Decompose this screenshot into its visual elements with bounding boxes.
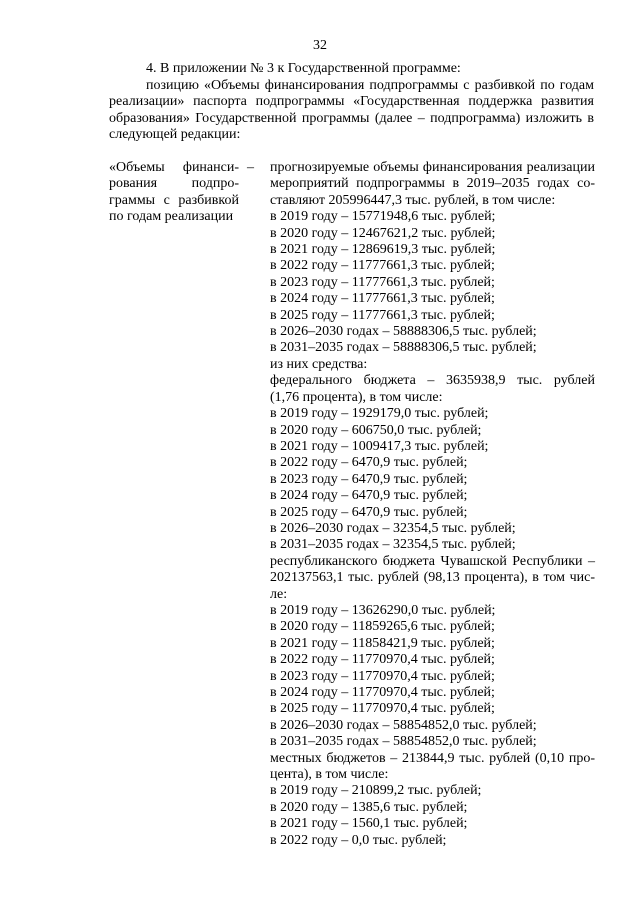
- year-line: в 2021 году – 1560,1 тыс. рублей;: [270, 816, 468, 832]
- content-line: республиканского бюджета Чувашской Республики –: [270, 553, 595, 569]
- year-line: в 2022 году – 6470,9 тыс. рублей;: [270, 455, 468, 471]
- content-line: (1,76 процента), в том числе:: [270, 389, 443, 405]
- year-line: в 2020 году – 606750,0 тыс. рублей;: [270, 422, 482, 438]
- year-line: в 2021 году – 12869619,3 тыс. рублей;: [270, 242, 496, 258]
- year-line: в 2031–2035 годах – 32354,5 тыс. рублей;: [270, 537, 516, 553]
- year-line: в 2019 году – 1929179,0 тыс. рублей;: [270, 406, 489, 422]
- year-line: в 2020 году – 11859265,6 тыс. рублей;: [270, 619, 495, 635]
- separator-dash: –: [247, 160, 254, 175]
- position-label: [109, 160, 239, 226]
- year-line: в 2019 году – 210899,2 тыс. рублей;: [270, 783, 482, 799]
- page-number: 32: [313, 38, 327, 53]
- year-line: в 2025 году – 11770970,4 тыс. рублей;: [270, 701, 495, 717]
- year-line: в 2022 году – 11777661,3 тыс. рублей;: [270, 258, 495, 274]
- year-line: в 2020 году – 1385,6 тыс. рублей;: [270, 799, 468, 815]
- year-line: в 2024 году – 11770970,4 тыс. рублей;: [270, 685, 495, 700]
- content-line: 202137563,1 тыс. рублей (98,13 процента), в том чис-: [270, 570, 595, 586]
- intro-block: [109, 61, 594, 144]
- content-line: ле:: [270, 586, 288, 602]
- content-line: цента), в том числе:: [270, 767, 389, 783]
- year-line: в 2023 году – 6470,9 тыс. рублей;: [270, 471, 468, 487]
- year-line: в 2021 году – 1009417,3 тыс. рублей;: [270, 438, 489, 454]
- content-line: из них средства:: [270, 356, 368, 372]
- year-line: в 2022 году – 11770970,4 тыс. рублей;: [270, 652, 495, 668]
- position-content: [270, 160, 595, 849]
- year-line: в 2019 году – 15771948,6 тыс. рублей;: [270, 209, 496, 225]
- intro-paragraph: позицию «Объемы финансирования подпрограммы с разбивкой по годам реализации» паспорта подпрограммы «Государственная поддержка развития образования» Государственной программы (далее – подпрограмма) изложить в следующей редакции:: [109, 77, 594, 143]
- year-line: в 2020 году – 12467621,2 тыс. рублей;: [270, 225, 496, 241]
- content-line: федерального бюджета – 3635938,9 тыс. рублей: [270, 373, 595, 389]
- content-line: мероприятий подпрограммы в 2019–2035 годах со-: [270, 176, 595, 192]
- year-line: в 2025 году – 11777661,3 тыс. рублей;: [270, 307, 495, 323]
- year-line: в 2023 году – 11770970,4 тыс. рублей;: [270, 668, 495, 684]
- year-line: в 2022 году – 0,0 тыс. рублей;: [270, 832, 447, 848]
- year-line: в 2021 году – 11858421,9 тыс. рублей;: [270, 635, 495, 651]
- year-line: в 2025 году – 6470,9 тыс. рублей;: [270, 504, 468, 520]
- year-line: в 2023 году – 11777661,3 тыс. рублей;: [270, 274, 495, 290]
- position-label-line: по годам реализации: [109, 209, 234, 225]
- year-line: в 2026–2030 годах – 58854852,0 тыс. рублей;: [270, 717, 537, 733]
- content-line: прогнозируемые объемы финансирования реализации: [270, 160, 595, 175]
- year-line: в 2026–2030 годах – 58888306,5 тыс. рублей;: [270, 324, 537, 340]
- position-label-line: граммы с разбивкой: [109, 192, 239, 208]
- position-label-line: «Объемы финанси-: [109, 160, 239, 175]
- year-line: в 2024 году – 11777661,3 тыс. рублей;: [270, 291, 495, 307]
- intro-line: 4. В приложении № 3 к Государственной программе:: [146, 61, 461, 76]
- year-line: в 2031–2035 годах – 58888306,5 тыс. рублей;: [270, 340, 537, 356]
- content-line: местных бюджетов – 213844,9 тыс. рублей (0,10 про-: [270, 750, 595, 766]
- year-line: в 2031–2035 годах – 58854852,0 тыс. рублей;: [270, 734, 537, 750]
- year-line: в 2026–2030 годах – 32354,5 тыс. рублей;: [270, 520, 516, 536]
- content-line: ставляют 205996447,3 тыс. рублей, в том числе:: [270, 192, 556, 208]
- year-line: в 2019 году – 13626290,0 тыс. рублей;: [270, 602, 496, 618]
- position-label-line: рования подпро-: [109, 176, 239, 192]
- year-line: в 2024 году – 6470,9 тыс. рублей;: [270, 488, 468, 504]
